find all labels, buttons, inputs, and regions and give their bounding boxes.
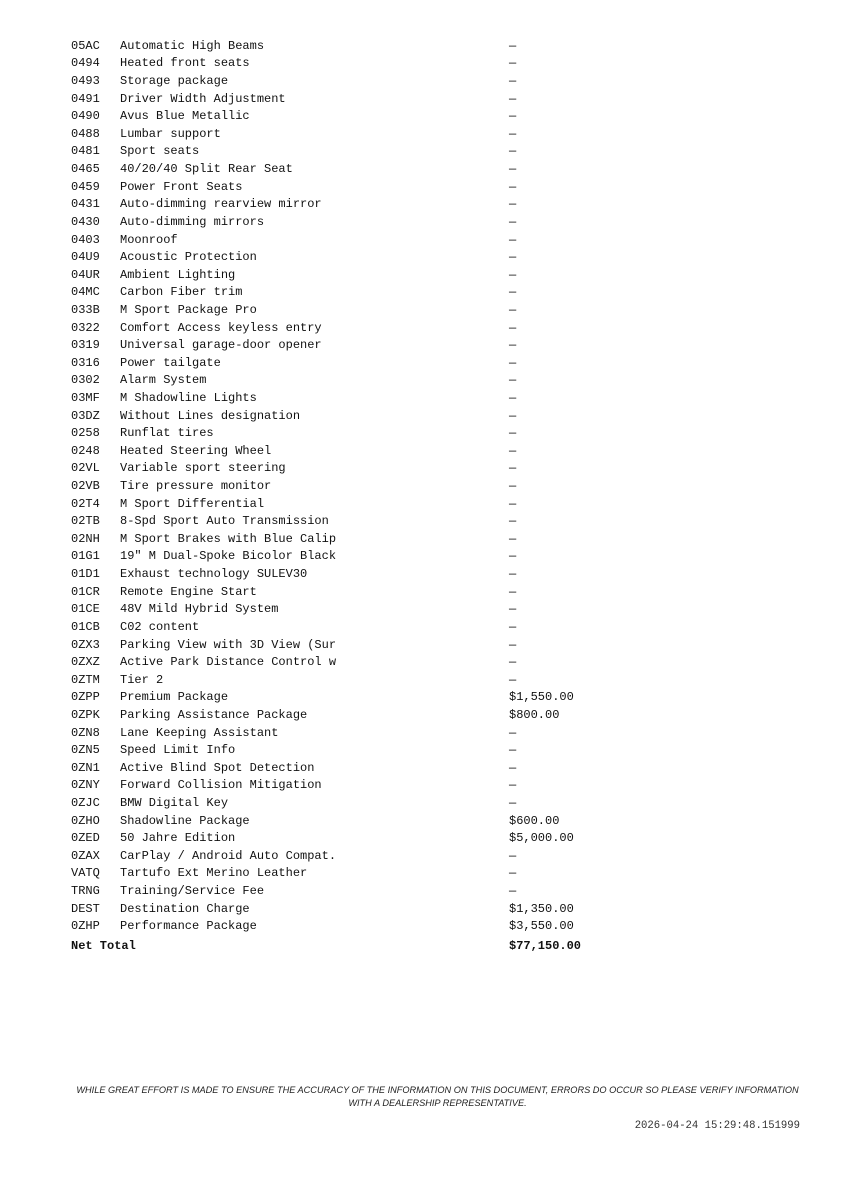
option-code: 01D1 (71, 567, 100, 582)
option-code: 0ZPP (71, 690, 100, 705)
option-row (71, 477, 631, 495)
option-description: Acoustic Protection (120, 250, 257, 265)
option-price: — (509, 479, 517, 494)
option-description: Parking View with 3D View (Sur (120, 637, 337, 652)
option-price: $800.00 (509, 707, 560, 722)
option-row (71, 442, 631, 460)
option-price: — (509, 232, 517, 247)
option-price: — (509, 866, 517, 881)
option-description: Auto-dimming mirrors (120, 214, 265, 229)
option-description: Variable sport steering (120, 461, 286, 476)
option-code: 033B (71, 302, 100, 317)
option-row (71, 72, 631, 90)
option-price: — (509, 355, 517, 370)
option-code: 0494 (71, 56, 100, 71)
option-price: $3,550.00 (509, 919, 574, 934)
option-price: — (509, 426, 517, 441)
option-row (71, 424, 631, 442)
option-row (71, 495, 631, 513)
option-row (71, 794, 631, 812)
option-description: M Sport Differential (120, 496, 265, 511)
option-row (71, 530, 631, 548)
option-row (71, 671, 631, 689)
option-description: Heated front seats (120, 56, 250, 71)
option-description: Alarm System (120, 373, 207, 388)
option-price: — (509, 338, 517, 353)
option-row (71, 178, 631, 196)
option-description: 8-Spd Sport Auto Transmission (120, 514, 329, 529)
option-row (71, 636, 631, 654)
option-code: 01CB (71, 619, 100, 634)
option-code: 04UR (71, 267, 100, 282)
option-row (71, 407, 631, 425)
option-description: Heated Steering Wheel (120, 443, 272, 458)
timestamp: 2026-04-24 15:29:48.151999 (634, 1120, 800, 1132)
option-code: 0465 (71, 162, 100, 177)
option-code: VATQ (71, 866, 100, 881)
option-price: — (509, 619, 517, 634)
option-code: 0481 (71, 144, 100, 159)
option-price: — (509, 549, 517, 564)
option-code: 04MC (71, 285, 100, 300)
option-code: 02VL (71, 461, 100, 476)
option-description: C02 content (120, 619, 200, 634)
option-price: — (509, 214, 517, 229)
option-description: Exhaust technology SULEV30 (120, 567, 308, 582)
option-price: — (509, 302, 517, 317)
option-price: $1,550.00 (509, 690, 574, 705)
option-code: 0491 (71, 91, 100, 106)
option-description: Lane Keeping Assistant (120, 725, 279, 740)
option-code: 02TB (71, 514, 100, 529)
option-description: Active Blind Spot Detection (120, 760, 315, 775)
option-row (71, 213, 631, 231)
option-price: — (509, 285, 517, 300)
option-code: 01CR (71, 584, 100, 599)
option-description: Active Park Distance Control w (120, 655, 337, 670)
option-price: — (509, 796, 517, 810)
option-price: $1,350.00 (509, 901, 574, 916)
option-description: M Sport Package Pro (120, 302, 257, 317)
option-row (71, 812, 631, 830)
option-row (71, 336, 631, 354)
option-code: 0ZHO (71, 813, 100, 828)
option-description: Training/Service Fee (120, 884, 265, 899)
option-row (71, 266, 631, 284)
option-description: Carbon Fiber trim (120, 285, 243, 300)
option-code: 0459 (71, 179, 100, 194)
option-code: 0322 (71, 320, 100, 335)
option-description: Speed Limit Info (120, 743, 236, 758)
net-total-label: Net Total (71, 938, 136, 953)
option-description: 48V Mild Hybrid System (120, 602, 279, 617)
option-code: 03MF (71, 390, 100, 405)
option-price: — (509, 637, 517, 652)
option-description: Performance Package (120, 919, 257, 934)
net-total-row (71, 937, 631, 955)
option-price: — (509, 91, 517, 106)
option-description: Power Front Seats (120, 179, 243, 194)
option-price: — (509, 567, 517, 582)
option-description: Parking Assistance Package (120, 707, 308, 722)
option-price: — (509, 884, 517, 899)
option-row (71, 319, 631, 337)
option-row (71, 55, 631, 73)
option-row (71, 354, 631, 372)
option-code: 0488 (71, 126, 100, 141)
option-row (71, 548, 631, 566)
option-price: — (509, 496, 517, 511)
option-row (71, 706, 631, 724)
option-code: 0319 (71, 338, 100, 353)
option-code: 0ZNY (71, 778, 100, 793)
option-code: 04U9 (71, 250, 100, 265)
option-code: 0258 (71, 426, 100, 441)
option-description: 40/20/40 Split Rear Seat (120, 162, 293, 177)
option-row (71, 284, 631, 302)
option-code: 0493 (71, 74, 100, 89)
option-price: — (509, 373, 517, 388)
option-price: — (509, 126, 517, 141)
option-price: — (509, 531, 517, 546)
option-price: — (509, 197, 517, 212)
option-description: Lumbar support (120, 126, 221, 141)
disclaimer: WHILE GREAT EFFORT IS MADE TO ENSURE THE ACCURACY OF THE INFORMATION ON THIS DOCUMENT, ERRORS DO OCCUR SO PLEASE VERIFY INFORMATION WITH A DEALERSHIP REPRESENTATIVE. (76, 1085, 799, 1108)
option-code: 05AC (71, 38, 100, 53)
option-code: 0ZX3 (71, 637, 100, 652)
option-code: 01CE (71, 602, 100, 617)
option-row (71, 107, 631, 125)
option-row (71, 653, 631, 671)
option-row (71, 460, 631, 478)
option-row (71, 512, 631, 530)
option-description: Tartufo Ext Merino Leather (120, 866, 308, 881)
option-price: — (509, 38, 517, 53)
option-price: $600.00 (509, 813, 560, 828)
option-price: — (509, 743, 517, 758)
option-price: — (509, 778, 517, 793)
option-code: 0316 (71, 355, 100, 370)
option-description: CarPlay / Android Auto Compat. (120, 848, 337, 863)
option-price: — (509, 74, 517, 89)
option-row (71, 565, 631, 583)
option-code: 0ZED (71, 831, 100, 846)
option-description: M Shadowline Lights (120, 390, 257, 405)
option-description: Auto-dimming rearview mirror (120, 197, 322, 212)
option-code: 0ZXZ (71, 655, 100, 670)
net-total-value: $77,150.00 (509, 938, 582, 953)
option-code: 0248 (71, 443, 100, 458)
option-code: 0ZN5 (71, 743, 100, 758)
option-row (71, 231, 631, 249)
option-price: — (509, 655, 517, 670)
option-row (71, 248, 631, 266)
option-price: — (509, 848, 517, 863)
option-row (71, 689, 631, 707)
option-code: 0ZN8 (71, 725, 100, 740)
option-price: — (509, 514, 517, 529)
option-code: 0ZN1 (71, 760, 100, 775)
option-code: 01G1 (71, 549, 100, 564)
option-row (71, 583, 631, 601)
option-description: Comfort Access keyless entry (120, 320, 322, 335)
option-code: 0ZHP (71, 919, 100, 934)
option-price: $5,000.00 (509, 831, 574, 846)
option-description: Destination Charge (120, 901, 250, 916)
option-code: 0ZJC (71, 796, 100, 810)
option-description: Ambient Lighting (120, 267, 236, 282)
option-row (71, 160, 631, 178)
option-price: — (509, 725, 517, 740)
option-row (71, 847, 631, 865)
option-description: Without Lines designation (120, 408, 301, 423)
option-row (71, 759, 631, 777)
option-row (71, 125, 631, 143)
option-code: 02VB (71, 479, 100, 494)
option-row (71, 917, 631, 935)
option-code: 0431 (71, 197, 100, 212)
option-code: 0302 (71, 373, 100, 388)
option-price: — (509, 390, 517, 405)
option-price: — (509, 109, 517, 124)
option-description: Sport seats (120, 144, 200, 159)
option-code: 0ZTM (71, 672, 100, 687)
option-code: DEST (71, 901, 100, 916)
option-description: Tire pressure monitor (120, 479, 272, 494)
option-price: — (509, 250, 517, 265)
option-row (71, 829, 631, 847)
option-row (71, 90, 631, 108)
option-description: 50 Jahre Edition (120, 831, 236, 846)
option-description: Forward Collision Mitigation (120, 778, 322, 793)
option-code: 03DZ (71, 408, 100, 423)
option-code: TRNG (71, 884, 100, 899)
option-code: 0490 (71, 109, 100, 124)
option-description: Avus Blue Metallic (120, 109, 250, 124)
option-code: 02T4 (71, 496, 100, 511)
option-row (71, 882, 631, 900)
option-price: — (509, 179, 517, 194)
option-price: — (509, 672, 517, 687)
option-row (71, 601, 631, 619)
option-row (71, 143, 631, 161)
option-price: — (509, 443, 517, 458)
option-price: — (509, 584, 517, 599)
option-row (71, 865, 631, 883)
option-row (71, 372, 631, 390)
option-code: 0ZAX (71, 848, 100, 863)
option-description: Storage package (120, 74, 229, 89)
option-description: Tier 2 (120, 672, 164, 687)
option-row (71, 777, 631, 795)
option-price: — (509, 602, 517, 617)
option-price: — (509, 144, 517, 159)
option-row (71, 37, 631, 55)
option-description: Driver Width Adjustment (120, 91, 286, 106)
option-price: — (509, 320, 517, 335)
options-list (71, 37, 631, 935)
option-description: Runflat tires (120, 426, 214, 441)
option-row (71, 741, 631, 759)
option-row (71, 618, 631, 636)
option-price: — (509, 56, 517, 71)
option-description: Shadowline Package (120, 813, 250, 828)
option-code: 0403 (71, 232, 100, 247)
option-price: — (509, 162, 517, 177)
option-description: Automatic High Beams (120, 38, 265, 53)
option-price: — (509, 461, 517, 476)
option-code: 0ZPK (71, 707, 100, 722)
option-code: 02NH (71, 531, 100, 546)
option-price: — (509, 408, 517, 423)
option-row (71, 195, 631, 213)
option-code: 0430 (71, 214, 100, 229)
option-description: Power tailgate (120, 355, 221, 370)
option-price: — (509, 267, 517, 282)
option-description: Premium Package (120, 690, 229, 705)
option-description: Moonroof (120, 232, 178, 247)
option-description: M Sport Brakes with Blue Calip (120, 531, 337, 546)
option-row (71, 724, 631, 742)
option-price: — (509, 760, 517, 775)
option-row (71, 389, 631, 407)
option-description: BMW Digital Key (120, 796, 229, 810)
option-row (71, 301, 631, 319)
option-row (71, 900, 631, 918)
option-description: Remote Engine Start (120, 584, 257, 599)
option-description: Universal garage-door opener (120, 338, 322, 353)
option-description: 19" M Dual-Spoke Bicolor Black (120, 549, 337, 564)
